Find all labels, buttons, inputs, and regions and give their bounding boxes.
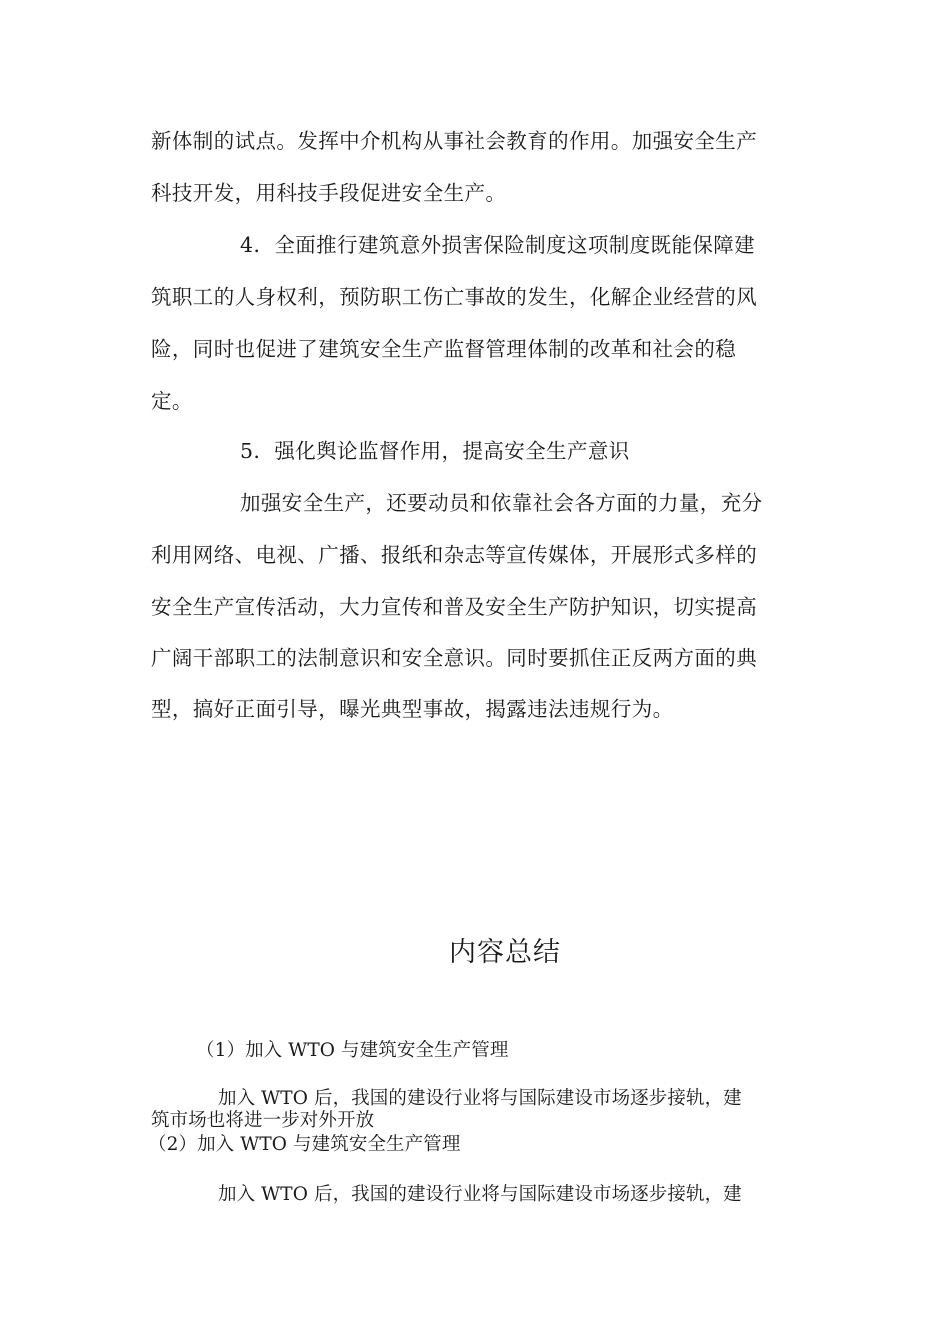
summary-item-body: 加入 WTO 后，我国的建设行业将与国际建设市场逐步接轨，建	[218, 1088, 742, 1109]
section-heading: 5．强化舆论监督作用，提高安全生产意识	[240, 439, 630, 463]
paragraph-line: 安全生产宣传活动，大力宣传和普及安全生产防护知识，切实提高	[151, 595, 758, 619]
summary-item-heading: （2）加入 WTO 与建筑安全生产管理	[148, 1134, 461, 1155]
paragraph-line: 定。	[151, 389, 193, 413]
paragraph-line: 4．全面推行建筑意外损害保险制度这项制度既能保障建	[240, 233, 756, 257]
paragraph-line: 筑职工的人身权利，预防职工伤亡事故的发生，化解企业经营的风	[151, 285, 758, 309]
paragraph-line: 新体制的试点。发挥中介机构从事社会教育的作用。加强安全生产	[151, 129, 758, 153]
summary-item-body: 筑市场也将进一步对外开放	[151, 1110, 375, 1131]
paragraph-line: 利用网络、电视、广播、报纸和杂志等宣传媒体，开展形式多样的	[151, 543, 758, 567]
paragraph-line: 型，搞好正面引导，曝光典型事故，揭露违法违规行为。	[151, 697, 674, 721]
paragraph-line: 加强安全生产，还要动员和依靠社会各方面的力量，充分	[240, 491, 763, 515]
paragraph-line: 险，同时也促进了建筑安全生产监督管理体制的改革和社会的稳	[151, 337, 737, 361]
summary-item-heading: （1）加入 WTO 与建筑安全生产管理	[196, 1040, 509, 1061]
paragraph-line: 科技开发，用科技手段促进安全生产。	[151, 181, 507, 205]
paragraph-line: 广阔干部职工的法制意识和安全意识。同时要抓住正反两方面的典	[151, 646, 758, 670]
summary-item-body: 加入 WTO 后，我国的建设行业将与国际建设市场逐步接轨，建	[218, 1184, 742, 1205]
summary-title: 内容总结	[449, 937, 561, 968]
